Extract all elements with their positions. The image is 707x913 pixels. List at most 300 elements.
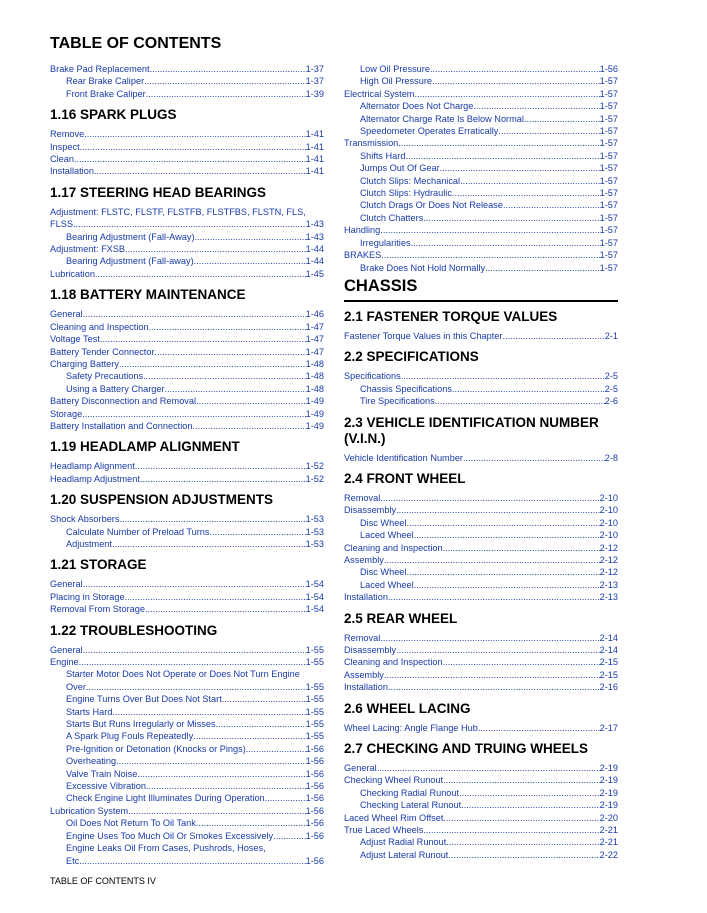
toc-page-number: 1-37 bbox=[305, 76, 324, 87]
toc-page-number: 1-55 bbox=[305, 706, 324, 717]
toc-entry-title: Jumps Out Of Gear bbox=[360, 163, 440, 174]
dot-leader bbox=[423, 212, 599, 224]
dot-leader bbox=[398, 137, 599, 149]
toc-entry-title: General bbox=[50, 644, 83, 655]
toc-page-number: 1-54 bbox=[305, 604, 324, 615]
dot-leader bbox=[82, 408, 305, 420]
toc-entry-electrical-system[interactable] bbox=[344, 88, 618, 100]
toc-entry-title: Engine Turns Over But Does Not Start bbox=[66, 694, 222, 705]
toc-page-number: 1-53 bbox=[305, 538, 324, 549]
toc-entry-title: Removal bbox=[344, 632, 381, 643]
toc-page-number: 1-56 bbox=[305, 743, 324, 754]
dot-leader bbox=[380, 492, 599, 504]
toc-page-number: 2-10 bbox=[599, 517, 618, 528]
toc-entry-installation[interactable] bbox=[344, 681, 618, 693]
toc-page-number: 2-20 bbox=[599, 812, 618, 823]
section-heading-1-20-suspension-adjustments: 1.20 SUSPENSION ADJUSTMENTS bbox=[50, 492, 274, 508]
toc-entry-engine-uses-too-much-oil-or-smokes-excessively[interactable] bbox=[50, 830, 324, 842]
toc-page-number: 1-47 bbox=[305, 321, 324, 332]
toc-entry-title: Cleaning and Inspection bbox=[50, 321, 149, 332]
toc-entry-title: Starts But Runs Irregularly or Misses bbox=[66, 719, 216, 730]
toc-entry-laced-wheel[interactable] bbox=[344, 579, 618, 591]
section-heading-2-2-specifications: 2.2 SPECIFICATIONS bbox=[344, 349, 479, 365]
toc-entry-brakes[interactable] bbox=[344, 249, 618, 261]
toc-entry-title: Alternator Does Not Charge bbox=[360, 101, 474, 112]
toc-entry-remove[interactable] bbox=[50, 128, 324, 140]
toc-entry-etc[interactable] bbox=[50, 855, 324, 867]
toc-page-number: 1-56 bbox=[305, 781, 324, 792]
toc-entry-overheating[interactable] bbox=[50, 755, 324, 767]
toc-entry-title: Laced Wheel bbox=[360, 579, 414, 590]
toc-entry-laced-wheel-rim-offset[interactable] bbox=[344, 812, 618, 824]
dot-leader bbox=[119, 358, 306, 370]
toc-entry-adjust-lateral-runout[interactable] bbox=[344, 849, 618, 861]
toc-entry-title: Clean bbox=[50, 154, 75, 165]
dot-leader bbox=[503, 199, 600, 211]
toc-page-number: 1-54 bbox=[305, 579, 324, 590]
dot-leader bbox=[440, 162, 600, 174]
toc-entry-title: General bbox=[50, 309, 83, 320]
section-heading-1-18-battery-maintenance: 1.18 BATTERY MAINTENANCE bbox=[50, 287, 246, 303]
toc-entry-title: Valve Train Noise bbox=[66, 768, 138, 779]
toc-entry-title: Removal bbox=[344, 492, 381, 503]
dot-leader bbox=[384, 669, 600, 681]
toc-entry-title: Disc Wheel bbox=[360, 567, 407, 578]
section-heading-2-1-fastener-torque-values: 2.1 FASTENER TORQUE VALUES bbox=[344, 308, 558, 324]
toc-entry-title: Transmission bbox=[344, 138, 399, 149]
toc-entry-title: Installation bbox=[344, 592, 388, 603]
dot-leader bbox=[380, 224, 599, 236]
toc-page-number: 1-57 bbox=[599, 225, 618, 236]
toc-page-number: 1-48 bbox=[305, 371, 324, 382]
toc-entry-battery-installation-and-connection[interactable] bbox=[50, 420, 324, 432]
toc-entry-charging-battery[interactable] bbox=[50, 358, 324, 370]
toc-entry-fastener-torque-values-in-this-chapter[interactable] bbox=[344, 330, 618, 342]
toc-entry-title: Bearing Adjustment (Fall-Away) bbox=[66, 231, 195, 242]
dot-leader bbox=[193, 420, 306, 432]
dot-leader bbox=[146, 88, 306, 100]
dot-leader bbox=[79, 855, 305, 867]
dot-leader bbox=[498, 125, 599, 137]
toc-entry-excessive-vibration[interactable] bbox=[50, 780, 324, 792]
toc-entry-bearing-adjustment-fall-away[interactable] bbox=[50, 255, 324, 267]
dot-leader bbox=[210, 526, 306, 538]
toc-entry-oil-does-not-return-to-oil-tank[interactable] bbox=[50, 817, 324, 829]
toc-page-number: 1-57 bbox=[599, 76, 618, 87]
toc-entry-clutch-chatters[interactable] bbox=[344, 212, 618, 224]
toc-page-number: 1-56 bbox=[305, 793, 324, 804]
toc-page-number: 1-41 bbox=[305, 166, 324, 177]
toc-page-number: 1-57 bbox=[599, 113, 618, 124]
dot-leader bbox=[165, 383, 306, 395]
dot-leader bbox=[443, 812, 599, 824]
toc-entry-calculate-number-of-preload-turns[interactable] bbox=[50, 526, 324, 538]
toc-entry-engine-turns-over-but-does-not-start[interactable] bbox=[50, 693, 324, 705]
toc-page-number: 1-56 bbox=[305, 818, 324, 829]
toc-entry-title: Low Oil Pressure bbox=[360, 64, 430, 74]
toc-entry-irregularities[interactable] bbox=[344, 237, 618, 249]
toc-page-number: 2-12 bbox=[599, 554, 618, 565]
toc-page-number: 2-13 bbox=[599, 579, 618, 590]
toc-entry-title: Bearing Adjustment (Fall-away) bbox=[66, 256, 194, 267]
toc-entry-title: Brake Does Not Hold Normally bbox=[360, 262, 486, 273]
toc-entry-title: Battery Tender Connector bbox=[50, 346, 155, 357]
toc-entry-clean[interactable] bbox=[50, 153, 324, 165]
toc-entry-title: Alternator Charge Rate Is Below Normal bbox=[360, 113, 524, 124]
toc-page-number: 1-56 bbox=[305, 805, 324, 816]
toc-page-number: 1-57 bbox=[599, 138, 618, 149]
toc-entry-cleaning-and-inspection[interactable] bbox=[50, 321, 324, 333]
toc-page-number: 1-43 bbox=[305, 231, 324, 242]
toc-entry-tire-specifications[interactable] bbox=[344, 395, 618, 407]
toc-page-number: 2-13 bbox=[599, 592, 618, 603]
dot-leader bbox=[140, 473, 306, 485]
toc-page-number: 1-57 bbox=[599, 150, 618, 161]
toc-entry-title: General bbox=[344, 763, 377, 774]
toc-entry-lubrication-system[interactable] bbox=[50, 805, 324, 817]
toc-entry-alternator-charge-rate-is-below-normal[interactable] bbox=[344, 113, 618, 125]
toc-entry-title: Engine Leaks Oil From Cases, Pushrods, Hoses, bbox=[66, 843, 266, 854]
dot-leader bbox=[94, 165, 306, 177]
toc-page-number: 1-57 bbox=[599, 200, 618, 211]
toc-entry-voltage-test[interactable] bbox=[50, 333, 324, 345]
dot-leader bbox=[73, 218, 306, 230]
toc-page-number: 1-54 bbox=[305, 591, 324, 602]
section-heading-1-17-steering-head-bearings: 1.17 STEERING HEAD BEARINGS bbox=[50, 184, 267, 200]
dot-leader bbox=[74, 153, 306, 165]
dot-leader bbox=[216, 718, 306, 730]
toc-entry-checking-radial-runout[interactable] bbox=[344, 787, 618, 799]
toc-page-number: 1-56 bbox=[305, 768, 324, 779]
toc-entry-title: Etc bbox=[66, 855, 80, 866]
dot-leader bbox=[79, 656, 306, 668]
toc-entry-disc-wheel[interactable] bbox=[344, 566, 618, 578]
toc-entry-installation[interactable] bbox=[50, 165, 324, 177]
section-heading-2-4-front-wheel: 2.4 FRONT WHEEL bbox=[344, 470, 466, 486]
dot-leader bbox=[406, 517, 599, 529]
toc-entry-title: Fastener Torque Values in this Chapter bbox=[344, 330, 503, 341]
toc-page-number: 1-49 bbox=[305, 408, 324, 419]
toc-entry-title: Installation bbox=[344, 682, 388, 693]
dot-leader bbox=[414, 88, 599, 100]
toc-page-number: 2-19 bbox=[599, 763, 618, 774]
toc-entry-title: Disassembly bbox=[344, 645, 397, 655]
toc-page-number: 1-52 bbox=[305, 461, 324, 472]
toc-page-number: 1-55 bbox=[305, 644, 324, 655]
dot-leader bbox=[273, 830, 305, 842]
toc-entry-cleaning-and-inspection[interactable] bbox=[344, 656, 618, 668]
toc-entry-adjustment-fxsb[interactable] bbox=[50, 243, 324, 255]
toc-entry-inspect[interactable] bbox=[50, 141, 324, 153]
toc-entry-adjust-radial-runout[interactable] bbox=[344, 836, 618, 848]
dot-leader bbox=[125, 243, 306, 255]
dot-leader bbox=[396, 504, 600, 516]
toc-entry-title: High Oil Pressure bbox=[360, 76, 432, 87]
toc-page-number: 2-15 bbox=[599, 669, 618, 680]
toc-entry-shock-absorbers[interactable] bbox=[50, 513, 324, 525]
toc-page-number: 2-17 bbox=[599, 722, 618, 733]
toc-entry-title: Disassembly bbox=[344, 505, 397, 516]
section-heading-1-16-spark-plugs: 1.16 SPARK PLUGS bbox=[50, 107, 177, 123]
dot-leader bbox=[377, 762, 600, 774]
toc-page-number: 1-55 bbox=[305, 719, 324, 730]
toc-entry-flss[interactable] bbox=[50, 218, 324, 230]
toc-entry-removal[interactable] bbox=[344, 492, 618, 504]
toc-entry-title: Handling bbox=[344, 225, 381, 236]
dot-leader bbox=[414, 579, 600, 591]
toc-entry-title: Headlamp Alignment bbox=[50, 461, 135, 472]
toc-entry-wheel-lacing-angle-flange-hub[interactable] bbox=[344, 722, 618, 734]
dot-leader bbox=[448, 849, 599, 861]
toc-page-number: 2-12 bbox=[599, 567, 618, 578]
toc-entry-title: BRAKES bbox=[344, 250, 382, 261]
toc-entry-vehicle-identification-number[interactable] bbox=[344, 452, 618, 464]
toc-page-number: 2-10 bbox=[599, 530, 618, 541]
toc-entry-bearing-adjustment-fall-away[interactable] bbox=[50, 231, 324, 243]
toc-entry-removal-from-storage[interactable] bbox=[50, 603, 324, 615]
toc-entry-title: Lubrication bbox=[50, 268, 95, 279]
dot-leader bbox=[146, 780, 306, 792]
dot-leader bbox=[246, 743, 306, 755]
toc-page-number: 1-49 bbox=[305, 396, 324, 407]
dot-leader bbox=[460, 175, 600, 187]
toc-entry-title: Chassis Specifications bbox=[360, 383, 452, 394]
toc-page-number: 1-44 bbox=[305, 244, 324, 255]
dot-leader bbox=[80, 141, 306, 153]
toc-page-number: 1-55 bbox=[305, 694, 324, 705]
toc-right-column bbox=[344, 63, 618, 861]
toc-entry-title: Removal From Storage bbox=[50, 604, 145, 615]
dot-leader bbox=[83, 644, 306, 656]
dot-leader bbox=[443, 774, 600, 786]
toc-page-number: 2-5 bbox=[604, 383, 618, 394]
toc-entry-brake-pad-replacement[interactable] bbox=[50, 63, 324, 75]
dot-leader bbox=[100, 333, 306, 345]
toc-page-number: 1-39 bbox=[305, 88, 324, 99]
toc-page-number: 1-45 bbox=[305, 268, 324, 279]
dot-leader bbox=[125, 591, 306, 603]
toc-entry-title: Engine Uses Too Much Oil Or Smokes Excessively bbox=[66, 830, 274, 841]
dot-leader bbox=[388, 681, 600, 693]
toc-entry-title: Shock Absorbers bbox=[50, 514, 120, 525]
toc-page-number: 1-57 bbox=[599, 250, 618, 261]
dot-leader bbox=[432, 75, 600, 87]
dot-leader bbox=[143, 370, 305, 382]
toc-entry-title: Battery Disconnection and Removal bbox=[50, 396, 197, 407]
toc-page-number: 1-57 bbox=[599, 212, 618, 223]
toc-entry-chassis-specifications[interactable] bbox=[344, 383, 618, 395]
dot-leader bbox=[119, 513, 305, 525]
toc-page-number: 2-12 bbox=[599, 542, 618, 553]
dot-leader bbox=[155, 346, 306, 358]
toc-entry-check-engine-light-illuminates-during-operation[interactable] bbox=[50, 792, 324, 804]
dot-leader bbox=[195, 231, 306, 243]
toc-page-number: 2-10 bbox=[599, 492, 618, 503]
toc-entry-title: A Spark Plug Fouls Repeatedly bbox=[66, 731, 194, 742]
toc-entry-safety-precautions[interactable] bbox=[50, 370, 324, 382]
page-footer: TABLE OF CONTENTS IV bbox=[50, 876, 156, 886]
toc-entry-cleaning-and-inspection[interactable] bbox=[344, 542, 618, 554]
toc-entry-specifications[interactable] bbox=[344, 370, 618, 382]
toc-entry-shifts-hard[interactable] bbox=[344, 150, 618, 162]
toc-page-number: 1-56 bbox=[599, 64, 618, 74]
toc-entry-high-oil-pressure[interactable] bbox=[344, 75, 618, 87]
toc-entry-checking-lateral-runout[interactable] bbox=[344, 799, 618, 811]
dot-leader bbox=[137, 768, 305, 780]
toc-entry-title: Tire Specifications bbox=[360, 396, 435, 407]
dot-leader bbox=[503, 330, 605, 342]
toc-entry-battery-tender-connector[interactable] bbox=[50, 346, 324, 358]
toc-page-number: 1-52 bbox=[305, 473, 324, 484]
toc-entry-title: Clutch Chatters bbox=[360, 212, 424, 223]
toc-page-number: 2-22 bbox=[599, 849, 618, 860]
toc-page-number: 1-56 bbox=[305, 855, 324, 866]
toc-entry-title: Check Engine Light Illuminates During Operation bbox=[66, 793, 265, 804]
toc-page-number: 1-57 bbox=[599, 188, 618, 199]
toc-entry-disassembly[interactable] bbox=[344, 644, 618, 656]
section-heading-2-6-wheel-lacing: 2.6 WHEEL LACING bbox=[344, 700, 471, 716]
toc-page-number: 2-6 bbox=[604, 396, 618, 407]
toc-entry-clutch-slips-mechanical[interactable] bbox=[344, 175, 618, 187]
dot-leader bbox=[150, 63, 306, 75]
toc-page-number: 1-41 bbox=[305, 141, 324, 152]
toc-entry-title: Laced Wheel bbox=[360, 530, 414, 541]
toc-entry-general[interactable] bbox=[50, 308, 324, 320]
toc-entry-headlamp-adjustment[interactable] bbox=[50, 473, 324, 485]
toc-entry-title: Voltage Test bbox=[50, 334, 100, 345]
toc-entry-assembly[interactable] bbox=[344, 669, 618, 681]
toc-entry-title: Remove bbox=[50, 129, 85, 140]
toc-page-number: 1-41 bbox=[305, 129, 324, 140]
toc-page-number: 2-8 bbox=[604, 452, 618, 463]
dot-leader bbox=[443, 542, 600, 554]
toc-page-number: 1-47 bbox=[305, 334, 324, 345]
dot-leader bbox=[86, 681, 306, 693]
toc-entry-front-brake-caliper[interactable] bbox=[50, 88, 324, 100]
toc-entry-title: Adjust Lateral Runout bbox=[360, 849, 449, 860]
toc-entry-title: Vehicle Identification Number bbox=[344, 452, 463, 463]
toc-entry-storage[interactable] bbox=[50, 408, 324, 420]
section-heading-2-7-checking-and-truing-wheels: 2.7 CHECKING AND TRUING WHEELS bbox=[344, 741, 589, 757]
toc-entry-starts-but-runs-irregularly-or-misses[interactable] bbox=[50, 718, 324, 730]
toc-entry-title: Starter Motor Does Not Operate or Does Not Turn Engine bbox=[66, 669, 300, 680]
dot-leader bbox=[116, 755, 306, 767]
toc-entry-alternator-does-not-charge[interactable] bbox=[344, 100, 618, 112]
toc-entry-title: Safety Precautions bbox=[66, 371, 144, 382]
dot-leader bbox=[194, 255, 306, 267]
toc-entry-transmission[interactable] bbox=[344, 137, 618, 149]
toc-page-number: 1-55 bbox=[305, 657, 324, 667]
dot-leader bbox=[196, 817, 306, 829]
dot-leader bbox=[485, 262, 600, 274]
section-heading-1-22-troubleshooting: 1.22 TROUBLESHOOTING bbox=[50, 622, 218, 638]
toc-entry-clutch-slips-hydraulic[interactable] bbox=[344, 187, 618, 199]
toc-entry-jumps-out-of-gear[interactable] bbox=[344, 162, 618, 174]
dot-leader bbox=[473, 100, 599, 112]
toc-entry-low-oil-pressure[interactable] bbox=[344, 63, 618, 75]
toc-page-number: 2-1 bbox=[604, 330, 618, 341]
toc-entry-using-a-battery-charger[interactable] bbox=[50, 383, 324, 395]
toc-entry-laced-wheel[interactable] bbox=[344, 529, 618, 541]
toc-entry-title: Overheating bbox=[66, 756, 117, 767]
toc-entry-valve-train-noise[interactable] bbox=[50, 768, 324, 780]
dot-leader bbox=[84, 128, 305, 140]
toc-entry-title: Storage bbox=[50, 408, 83, 419]
toc-entry-placing-in-storage[interactable] bbox=[50, 591, 324, 603]
toc-entry-a-spark-plug-fouls-repeatedly[interactable] bbox=[50, 730, 324, 742]
toc-entry-lubrication[interactable] bbox=[50, 268, 324, 280]
dot-leader bbox=[461, 799, 599, 811]
toc-entry-title: Calculate Number of Preload Turns bbox=[66, 526, 210, 537]
toc-entry-true-laced-wheels[interactable] bbox=[344, 824, 618, 836]
toc-entry-title: Adjustment bbox=[66, 538, 112, 549]
dot-leader bbox=[128, 805, 305, 817]
toc-entry-installation[interactable] bbox=[344, 591, 618, 603]
dot-leader bbox=[135, 460, 306, 472]
toc-entry-removal[interactable] bbox=[344, 632, 618, 644]
toc-entry-title: Installation bbox=[50, 166, 94, 177]
toc-entry-title: Adjust Radial Runout bbox=[360, 837, 447, 848]
toc-entry-title: FLSS bbox=[50, 219, 73, 230]
toc-entry-engine[interactable] bbox=[50, 656, 324, 668]
toc-entry-pre-ignition-or-detonation-knocks-or-pings[interactable] bbox=[50, 743, 324, 755]
toc-entry-title: True Laced Wheels bbox=[344, 825, 424, 836]
toc-entry-battery-disconnection-and-removal[interactable] bbox=[50, 395, 324, 407]
toc-entry-general[interactable] bbox=[344, 762, 618, 774]
toc-entry-checking-wheel-runout[interactable] bbox=[344, 774, 618, 786]
dot-leader bbox=[423, 824, 599, 836]
toc-entry-title: Placing in Storage bbox=[50, 591, 125, 602]
toc-entry-adjustment[interactable] bbox=[50, 538, 324, 550]
toc-entry-general[interactable] bbox=[50, 644, 324, 656]
toc-entry-clutch-drags-or-does-not-release[interactable] bbox=[344, 199, 618, 211]
section-heading-1-19-headlamp-alignment: 1.19 HEADLAMP ALIGNMENT bbox=[50, 439, 240, 455]
dot-leader bbox=[405, 150, 599, 162]
dot-leader bbox=[83, 308, 306, 320]
toc-entry-rear-brake-caliper[interactable] bbox=[50, 75, 324, 87]
toc-page-number: 2-16 bbox=[599, 682, 618, 693]
toc-entry-assembly[interactable] bbox=[344, 554, 618, 566]
toc-entry-headlamp-alignment[interactable] bbox=[50, 460, 324, 472]
toc-entry-starts-hard[interactable] bbox=[50, 706, 324, 718]
dot-leader bbox=[95, 268, 306, 280]
toc-entry-title: Engine bbox=[50, 657, 79, 667]
dot-leader bbox=[384, 554, 600, 566]
toc-entry-disassembly[interactable] bbox=[344, 504, 618, 516]
toc-entry-speedometer-operates-erratically[interactable] bbox=[344, 125, 618, 137]
toc-entry-over[interactable] bbox=[50, 681, 324, 693]
toc-entry-general[interactable] bbox=[50, 578, 324, 590]
toc-entry-engine-leaks-oil-from-cases-pushrods-hoses[interactable] bbox=[50, 842, 324, 854]
section-heading-1-21-storage: 1.21 STORAGE bbox=[50, 557, 147, 573]
toc-entry-title: Pre-Ignition or Detonation (Knocks or Pings) bbox=[66, 743, 246, 754]
dot-leader bbox=[196, 395, 306, 407]
toc-page-number: 1-57 bbox=[599, 237, 618, 248]
toc-entry-title: Wheel Lacing: Angle Flange Hub bbox=[344, 722, 478, 733]
dot-leader bbox=[265, 792, 306, 804]
toc-page-number: 1-57 bbox=[599, 262, 618, 273]
toc-entry-adjustment-flstc-flstf-flstfb-flstfbs-flstn-fls[interactable] bbox=[50, 206, 324, 218]
toc-entry-title: Rear Brake Caliper bbox=[66, 76, 145, 87]
toc-entry-title: General bbox=[50, 579, 83, 590]
toc-entry-disc-wheel[interactable] bbox=[344, 517, 618, 529]
toc-entry-handling[interactable] bbox=[344, 224, 618, 236]
toc-entry-starter-motor-does-not-operate-or-does-not-turn-engine[interactable] bbox=[50, 668, 324, 680]
toc-left-column bbox=[50, 63, 324, 867]
toc-entry-title: Disc Wheel bbox=[360, 517, 407, 528]
toc-page-number: 1-57 bbox=[599, 126, 618, 137]
toc-entry-brake-does-not-hold-normally[interactable] bbox=[344, 262, 618, 274]
